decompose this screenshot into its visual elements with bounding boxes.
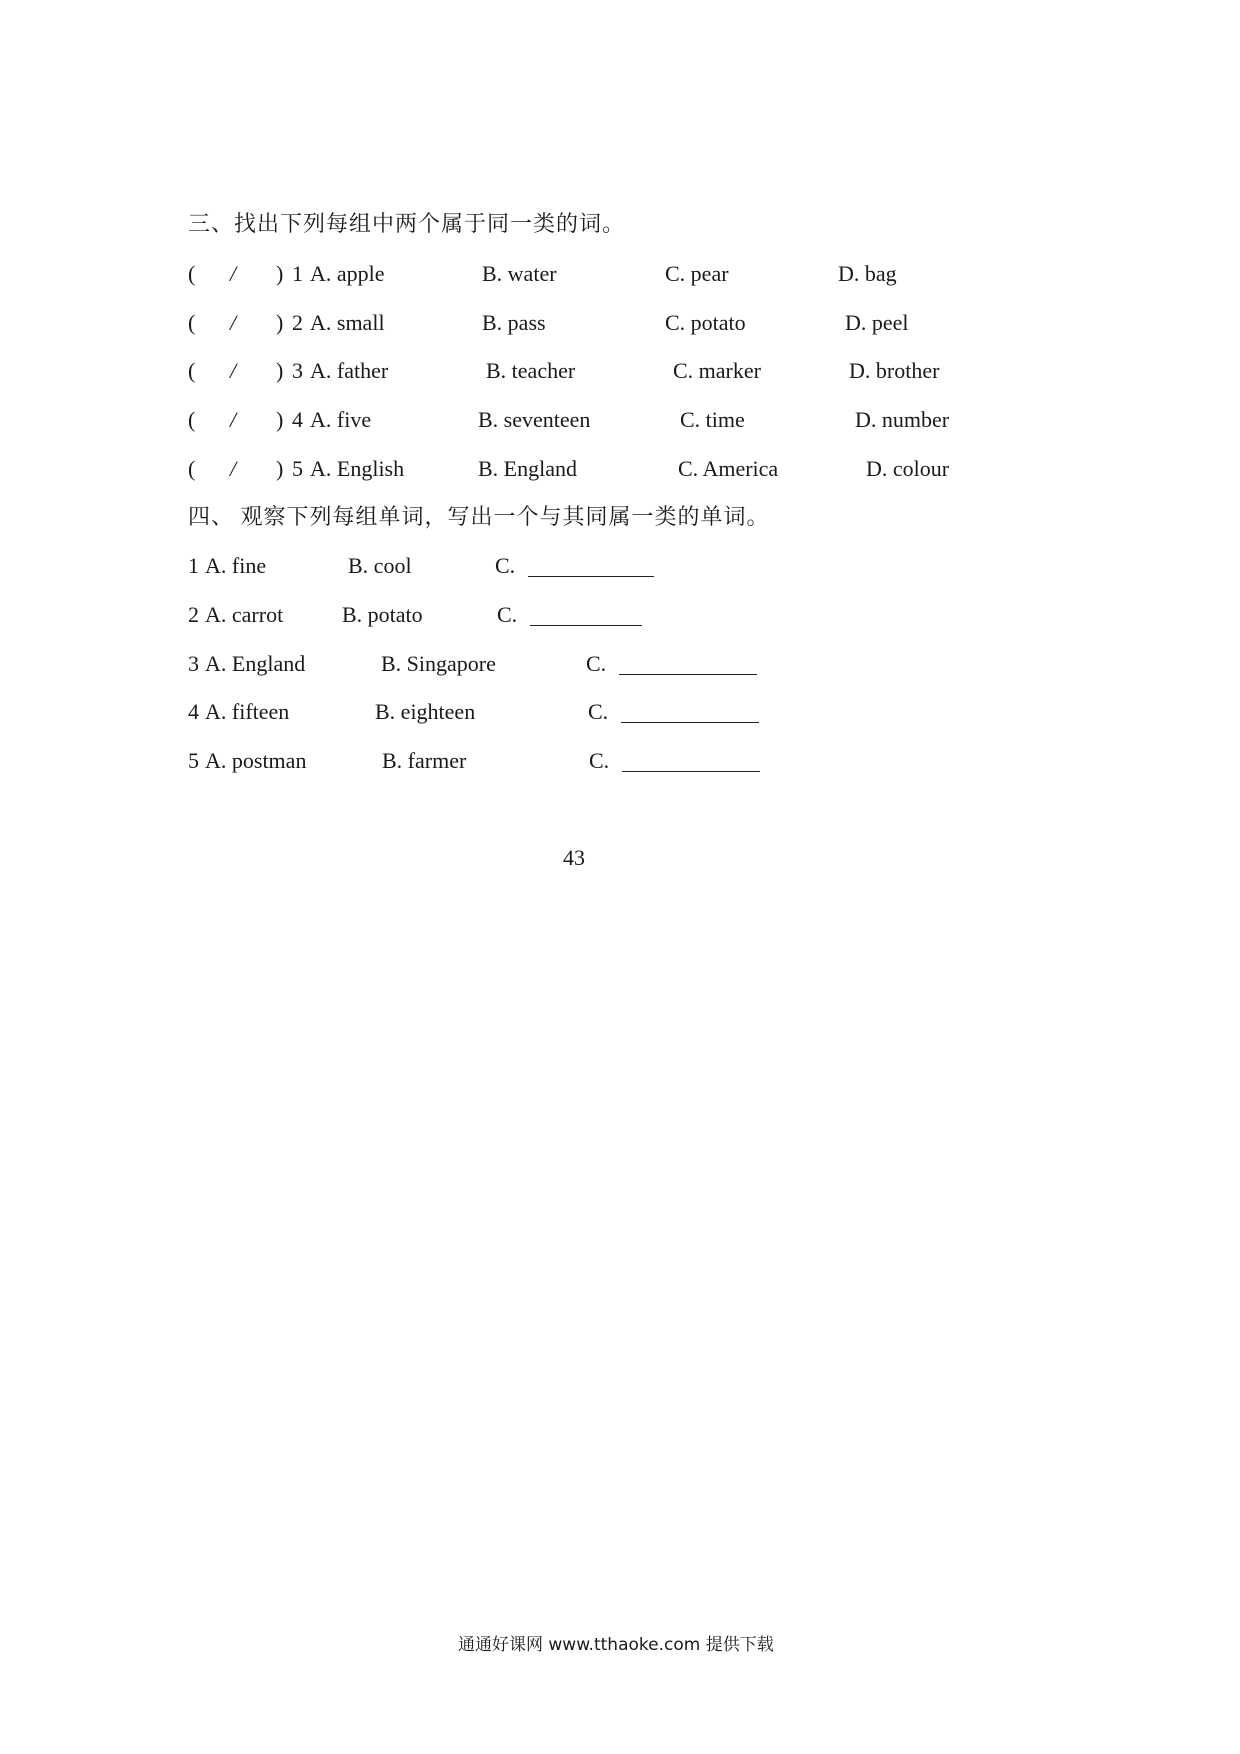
paren-close: ) xyxy=(276,310,284,335)
item-number: 5 xyxy=(188,748,199,773)
option-a: A. postman xyxy=(205,748,307,773)
item-number: 2 xyxy=(292,310,303,335)
option-c-label: C. xyxy=(497,602,518,627)
item-number: 5 xyxy=(292,456,303,481)
section3-heading: 三、找出下列每组中两个属于同一类的词。 xyxy=(188,211,626,236)
option-a: A. England xyxy=(205,651,306,676)
option-a: A. father xyxy=(310,358,389,383)
paren-open: ( xyxy=(188,261,196,286)
answer-blank[interactable] xyxy=(621,702,759,723)
footer-download-note: 通通好课网 www.tthaoke.com 提供下载 xyxy=(458,1635,774,1655)
option-c: C. time xyxy=(680,407,745,432)
page-number: 43 xyxy=(563,845,585,870)
paren-close: ) xyxy=(276,358,284,383)
option-b: B. seventeen xyxy=(478,407,591,432)
section4-heading: 四、 观察下列每组单词，写出一个与其同属一类的单词。 xyxy=(188,504,770,529)
option-d: D. number xyxy=(855,407,950,432)
item-number: 1 xyxy=(292,261,303,286)
item-number: 3 xyxy=(188,651,199,676)
option-c: C. marker xyxy=(673,358,761,383)
option-d: D. bag xyxy=(838,261,897,286)
option-a: A. fine xyxy=(205,553,267,578)
item-number: 4 xyxy=(292,407,303,432)
option-b: B. pass xyxy=(482,310,546,335)
item-number: 1 xyxy=(188,553,199,578)
option-c-label: C. xyxy=(586,651,607,676)
option-b: B. cool xyxy=(348,553,412,578)
option-c-label: C. xyxy=(495,553,516,578)
answer-slash: / xyxy=(230,261,237,286)
option-b: B. water xyxy=(482,261,557,286)
paren-open: ( xyxy=(188,310,196,335)
paren-open: ( xyxy=(188,456,196,481)
answer-slash: / xyxy=(230,358,237,383)
option-d: D. colour xyxy=(866,456,950,481)
paren-open: ( xyxy=(188,358,196,383)
answer-slash: / xyxy=(230,310,237,335)
option-b: B. Singapore xyxy=(381,651,496,676)
answer-blank[interactable] xyxy=(622,751,760,772)
option-a: A. small xyxy=(310,310,385,335)
option-c: C. potato xyxy=(665,310,746,335)
answer-slash: / xyxy=(230,407,237,432)
option-a: A. English xyxy=(310,456,405,481)
paren-close: ) xyxy=(276,261,284,286)
answer-blank[interactable] xyxy=(619,654,757,675)
option-b: B. potato xyxy=(342,602,423,627)
option-b: B. eighteen xyxy=(375,699,476,724)
paren-close: ) xyxy=(276,407,284,432)
option-b: B. England xyxy=(478,456,577,481)
item-number: 3 xyxy=(292,358,303,383)
option-a: A. carrot xyxy=(205,602,284,627)
item-number: 2 xyxy=(188,602,199,627)
option-b: B. farmer xyxy=(382,748,467,773)
option-d: D. brother xyxy=(849,358,940,383)
answer-blank[interactable] xyxy=(530,605,642,626)
option-a: A. five xyxy=(310,407,372,432)
item-number: 4 xyxy=(188,699,199,724)
option-d: D. peel xyxy=(845,310,909,335)
option-c: C. America xyxy=(678,456,779,481)
paren-open: ( xyxy=(188,407,196,432)
option-c-label: C. xyxy=(589,748,610,773)
paren-close: ) xyxy=(276,456,284,481)
option-b: B. teacher xyxy=(486,358,576,383)
answer-blank[interactable] xyxy=(528,556,654,577)
option-a: A. apple xyxy=(310,261,385,286)
option-c-label: C. xyxy=(588,699,609,724)
option-a: A. fifteen xyxy=(205,699,290,724)
answer-slash: / xyxy=(230,456,237,481)
option-c: C. pear xyxy=(665,261,729,286)
